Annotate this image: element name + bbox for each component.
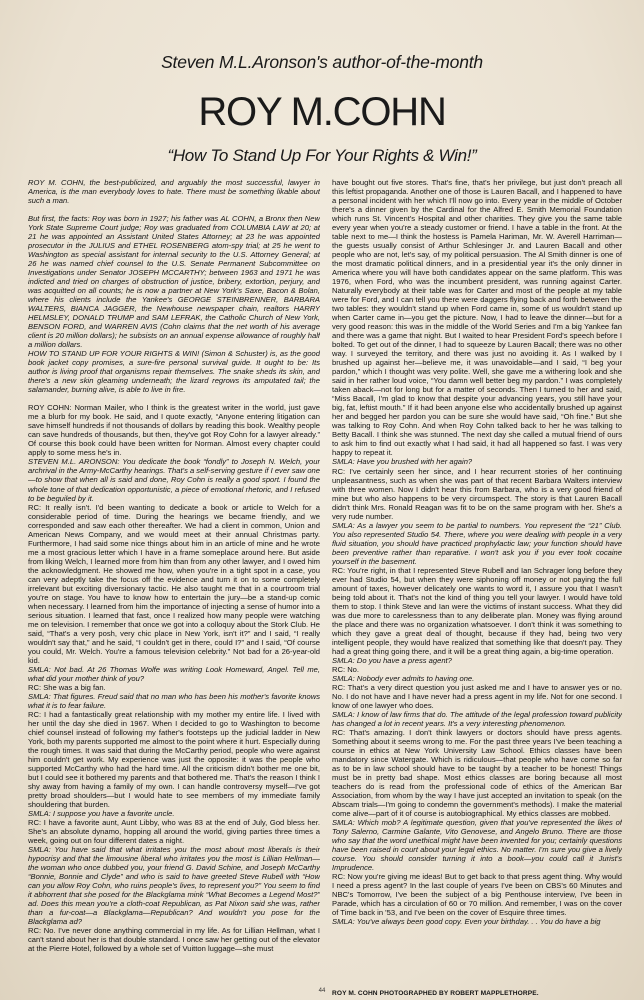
article-title: ROY M.COHN — [198, 90, 446, 134]
interview-answer: ROY COHN: Norman Mailer, who I think is the greatest writer in the world, just gave me a blurb for my book. He said, and I quote exactly, “Anyone entering litigation can save himself hundreds if not thousands of dollars by reading this book. Wealthy people can save hundreds of thousands, but then, they've got Roy Cohn for a lawyer already.” Of course this book could have been written for Norman. Almost every chapter could apply to some mess he's in. — [28, 403, 320, 458]
interviewer-question: SMLA: I suppose you have a favorite uncle. — [28, 809, 175, 819]
author-of-the-month-kicker: Steven M.L.Aronson's author-of-the-month — [161, 52, 483, 72]
interviewer-question: SMLA: That figures. Freud said that no man who has been his mother's favorite knows what it is to fear failure. — [28, 691, 320, 710]
interview-answer: RC: That's amazing. I don't think lawyers or doctors should have press agents. Something about it seems wrong to me. For the past three years I've been teaching a course in ethics at New York University Law School. Ethics classes have been mandatory since Watergate. Which is ridiculous—that people who have come so far as to be in law school should have to be taught by a teacher to be honest! Things must be in pretty bad shape. Most ethics classes are boring because all most teachers do is read from the professional code of ethics of the American Bar Association, from whom by the way I have just accepted an invitation to speak (on the Abscam trials—I'm going to condemn the government's methods). I make the material come alive—part of it of course is autobiographical. My ethics classes are mobbed. — [332, 727, 622, 819]
interview-answer: RC: She was a big fan. — [28, 682, 106, 692]
interviewer-question: SMLA: Not bad. At 26 Thomas Wolfe was writing Look Homeward, Angel. Tell me, what did your mother think of you? — [28, 664, 320, 683]
right-text-column — [332, 178, 622, 988]
interview-body-right — [332, 178, 622, 926]
intro-paragraph: ROY M. COHN, the best-publicized, and arguably the most successful, lawyer in America, is the man everybody loves to hate. There must be something likable about such a man. — [28, 178, 320, 206]
interviewer-question: SMLA: You have said that what irritates you the most about most liberals is their hypocrisy and that the limousine liberal who irritates you the most is Lillian Hellman—the woman who once dubbed you, your friend G. David Schine, and Joseph McCarthy “Bonnie, Bonnie and Clyde” and who is said to have greeted Steve Rubell with “How can you allow Roy Cohn, who ruins people's lives, to represent you?” You seem to find it abhorrent that she posed for the Blackglama mink “What Becomes a Legend Most?” ad. Does this mean you're a cloth-coat Republican, as Pat Nixon said she was, rather than a fur-coat—a Blackglama—Republican? And wouldn't you pose for the Blackglama ad? — [28, 845, 320, 927]
interviewer-question: SMLA: Which mob? A legitimate question, given that you've represented the likes of Tony Salerno, Carmine Galante, Vito Genovese, and Angelo Bruno. There are those who say that the word unethical might have been invented for you; certainly questions have been raised in court about your legal ethics. No matter. I'm sure you give a lively course. You should consider turning it into a book—you could call it Jurist's Imprudence. — [332, 818, 622, 873]
interview-answer: RC: It really isn't. I'd been wanting to dedicate a book or article to Welch for a considerable period of time. During the hearings we became friendly, and we corresponded and saw each other thereafter. We had a client in common, Union and American News Company, and we would meet at their annual Christmas party. Furthermore, I had said some nice things about him in an article of mine and he wrote me a most gracious letter which I have in a frame someplace around here. But aside from liking Welch, I learned more from him than from any other lawyer, and I owed him the acknowledgment. He showed me how, when you're in a tight spot in a case, you can very adeptly take the focus off the evidence and turn it on to some completely irrelevant but exciting diversionary tactic. He also taught me that in a courtroom trial you're on stage. You have to know how to entertain the jury—be a stand-up comic when necessary. I learned from him the importance of injecting a sense of humor into a serious situation. I learned that fast, once I realized how many people were watching me on television. I remember that once we got into a colloquy about the Stork Club. He said, “That's a very posh, very chic place in New York, isn't it?” and I said, “I really wouldn't say that,” and he said, “I couldn't get in there, could I?” and I said, “Of course you could, Mr. Welch. You're a famous television celebrity.” Not bad for a 26-year-old kid. — [28, 502, 320, 665]
interview-answer: RC: That's a very direct question you just asked me and I have to answer yes or no. No. I do not have and I have never had a press agent in my life. Not for one second. I know of one lawyer who does. — [332, 682, 622, 710]
interview-answer: RC: No. — [332, 664, 360, 674]
interview-answer: RC: I had a fantastically great relationship with my mother my entire life. I lived with her until the day she died in 1967. When I decided to go to Washington to become chief counsel instead of following my father's footsteps up the judicial ladder in New York, both my parents supported me almost to the point where it hurt. Especially during the rough times. It was said that during the McCarthy period, people who were against him couldn't get work. My experience was just the opposite: it was the people who supported McCarthy who had the hard time. All the criticism didn't bother me one bit, but I could see it bothered my parents and that bothered me. That's the reason I think I shy away from having a family of my own. I can handle controversy myself—I've got pretty broad shoulders—but I would hate to see members of my immediate family shouldering that burden. — [28, 709, 320, 810]
interview-body-left — [28, 403, 320, 953]
intro-paragraph: HOW TO STAND UP FOR YOUR RIGHTS & WIN! (Simon & Schuster) is, as the good book jacket copy promises, a sure-fire personal survival guide. It ought to be: Its author is living proof that organisms repair themselves. The snake sheds its skin, and there's a new skin gleaming underneath; the lizard regrows its amputated tail; the salamander, burning alive, is able to live in fire. — [28, 349, 320, 395]
page-number: 44 — [318, 988, 326, 994]
photo-credit: ROY M. COHN PHOTOGRAPHED BY ROBERT MAPPLETHORPE. — [332, 990, 539, 997]
interview-answer: RC: I've certainly seen her since, and I hear recurrent stories of her continuing unpleasantness, such as when she was part of that recent Barbara Walters interview with three women. Now I didn't hear this from Barbara, who is a very good friend of mine but who also happens to be very circumspect. The story is that Lauren Bacall didn't think Mrs. Ronald Reagan was fit to be on the same program with her. She's a very rude number. — [332, 466, 622, 521]
intro-paragraph: But first, the facts: Roy was born in 1927; his father was AL COHN, a Bronx then New York State Supreme Court judge; Roy was graduated from COLUMBIA LAW at 20; at 21 he was appointed an Assistant United States Attorney; at 23 he was appointed prosecutor in the JULIUS and ETHEL ROSENBERG atom-spy trial; at 25 he went to Washington as special assistant for internal security to the U.S. Attorney General; at 26 he was named chief counsel to the U.S. Senate Permanent Subcommittee on Investigations under Senator JOSEPH MCCARTHY; between 1963 and 1971 he was indicted and tried on charges of obstruction of justice, bribery, extortion, perjury, and was acquitted on all counts; he is now a partner at New York's Saxe, Bacon & Bolan, where his clients include the Yankee's GEORGE STEINBRENNER, BARBARA WALTERS, BIANCA JAGGER, the Newhouse newspaper chain, realtors HARRY HELMSLEY, DONALD TRUMP and SAM LEFRAK, the Catholic Church of New York, BENSON FORD, and WARREN AVIS (Cohn claims that the net worth of his average client is 20 million dollars); he subsists on an annual expense allowance of roughly half a million dollars. — [28, 214, 320, 350]
interview-answer: RC: You're right, in that I represented Steve Rubell and Ian Schrager long before they ever had Studio 54, but when they were siphoning off money or not paying the full amount of taxes, however delicately one wants to word it, I assure you that I wasn't being told about it. That's not the kind of thing you tell your lawyer. I would have told them to stop. I think Steve and Ian were the victims of instant success. What they did was due more to carelessness than to any deliberate plan. Money was flying around the place and there was no organization whatsoever. I don't think it was something to which they gave a great deal of thought, because if they had, being two very intelligent people, they would have realized that something like that doesn't pay. They had a great thing going there, and it will be a great thing again, a big-time operation. — [332, 565, 622, 656]
interviewer-question: SMLA: As a lawyer you seem to be partial to numbers. You represent the “21” Club. You also represented Studio 54. There, where you were dealing with people in a very fluid situation, you should have practiced prophylactic law; your function should have been preventive rather than reparative. I won't ask you if you ever took cocaine yourself in the basement. — [332, 520, 622, 566]
interview-answer: have bought out five stores. That's fine, that's her privilege, but just don't preach all this leftist propaganda. Another one of those is Lauren Bacall, and I happened to have a personal incident with her which I'll now go into. Every year in the middle of October there's a dinner given by the Cardinal for the Alfred E. Smith Memorial Foundation which runs St. Vincent's Hospital and other charities. They give you the same table every year when you're a steady customer or friend. I have a table in the front. At the table next to me—I think the hostess is Pamela Hariman, Mr. W. Averell Harriman—the guests usually consist of Arthur Schlesinger Jr. and Lauren Bacall and other people who are not, let's say, of my political persuasion. The Al Smith dinner is one of the most dramatic political dinners, and in a presidential year it's the only dinner in America where you will have both candidates appear on the same platform. This was 1976, when Ford, who was the incumbent president, was running against Carter. Naturally everybody at their table was for Carter and most of the people at my table were for Ford, and I can tell you there were daggers flying back and forth between the two tables: they wouldn't stand up when Ford came in, some of us wouldn't stand up when Carter came in—you get the picture. Now, I had to leave the dinner—but for a very good reason: this was in the middle of the World Series and I'm a big Yankee fan and there was a game that night. But I waited to hear President Ford's speech before I bolted. To get out of the dinner, I had to squeeze by Lauren Bacall; there was no other way. I surveyed the territory, and there was just no avoiding it. As I walked by I brushed up against her—believe me, it was unavoidable—and I said, “I beg your pardon,” which I thought was very polite. Well, she gave me a withering look and she said in her rather loud voice, “You damn well better beg my pardon.” I was completely taken aback—not for long but for a matter of seconds. Then I turned to her and said, “Miss Bacall, I'm glad to know that despite your advancing years, you still have your big, fat, leftist mouth.” If it had been anyone else who accidentally brushed up against her and begged her pardon you can be sure she would have said, “Oh fine.” But she was talking to Roy Cohn. And when Roy Cohn talked back to her he was talking to Betty Bacall. I think she was stunned. The next day she called a mutual friend of ours to ask him to find out exactly what I had said, it had all happened so fast. I was very happy to repeat it. — [332, 178, 622, 458]
interviewer-question: SMLA: You've always been good copy. Even your birthday. . . You do have a big — [332, 917, 601, 927]
book-title-subtitle: “How To Stand Up For Your Rights & Win!” — [167, 146, 477, 165]
interviewer-question: SMLA: I know of law firms that do. The attitude of the legal profession toward publicity has changed a lot in recent years. It's a very interesting phenomenon. — [332, 709, 622, 728]
left-text-column — [28, 178, 320, 964]
interview-answer: RC: No. I've never done anything commercial in my life. As for Lillian Hellman, what I can't stand about her is that double standard. I once saw her getting out of the elevator at the Pierre Hotel, followed by a whole set of Vuitton luggage—she must — [28, 926, 320, 954]
interviewer-question: STEVEN M.L. ARONSON: You dedicate the book “fondly” to Joseph N. Welch, your archrival in the Army-McCarthy hearings. That's a self-serving gesture if I ever saw one—to show that when all is said and done, Roy Cohn is really a good sport. I found the whole tone of that dedication opportunistic, a piece of emotional rhetoric, and I refused to be beguiled by it. — [28, 457, 320, 503]
interview-answer: RC: Now you're giving me ideas! But to get back to that press agent thing. Why would I need a press agent? In the last couple of years I've been on CBS's 60 Minutes and NBC's Tomorrow, I've been the subject of a big Penthouse interview, I've been in Parade, which has a circulation of 60 or 70 million. And remember, I was on the cover of Time back in '53, and I've been on the cover of Esquire three times. — [332, 872, 622, 918]
interviewer-question: SMLA: Have you brushed with her again? — [332, 457, 473, 467]
interviewer-question: SMLA: Nobody ever admits to having one. — [332, 673, 475, 683]
interview-answer: RC: I have a favorite aunt, Aunt Libby, who was 83 at the end of July, God bless her. She's an absolute dynamo, hopping all around the world, giving parties three times a week, going out on four different dates a night. — [28, 818, 320, 846]
interviewer-question: SMLA: Do you have a press agent? — [332, 655, 452, 665]
